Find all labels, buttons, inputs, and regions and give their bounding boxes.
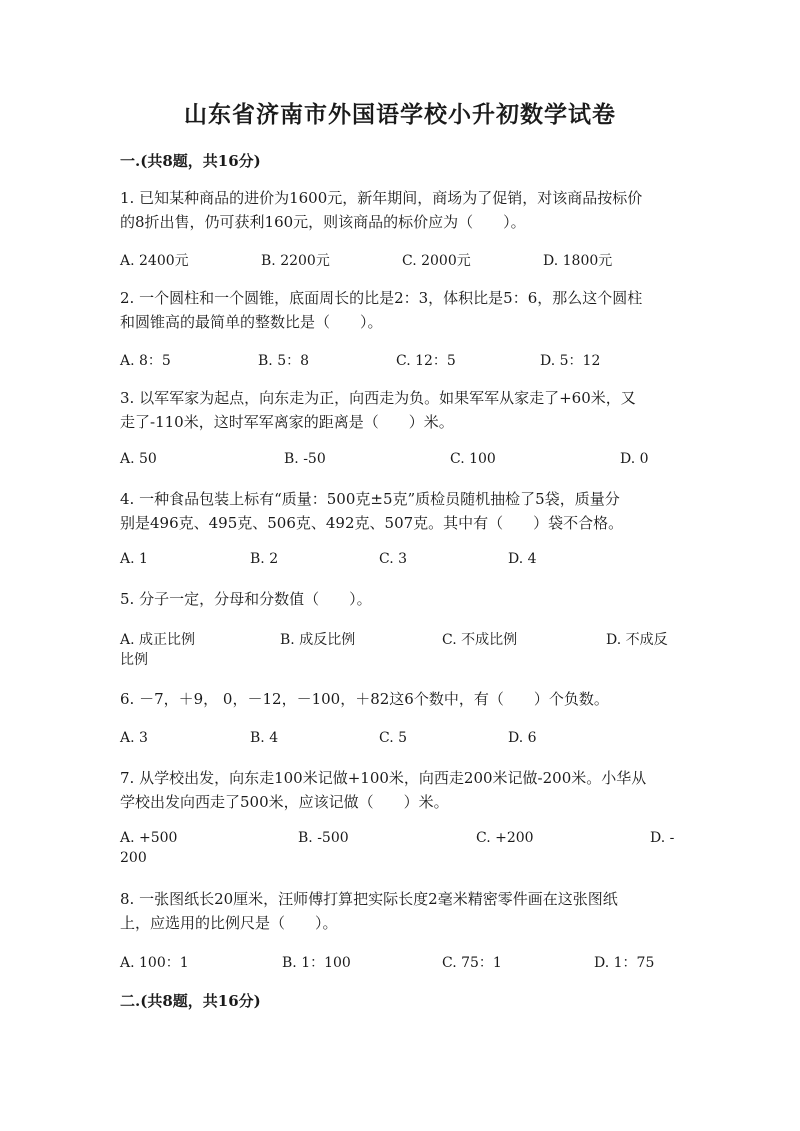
option-d-continued: 比例 bbox=[120, 652, 148, 668]
option-d: D. 6 bbox=[508, 730, 537, 746]
option-b: B. 5：8 bbox=[258, 353, 310, 369]
question-7 bbox=[120, 766, 690, 814]
option-b: B. 成反比例 bbox=[280, 632, 356, 648]
question-8-line-2: 上，应选用的比例尺是（ ）。 bbox=[120, 914, 338, 932]
question-3-line-2: 走了-110米，这时军军离家的距离是（ ）米。 bbox=[120, 413, 454, 431]
question-7-line-2: 学校出发向西走了500米，应该记做（ ）米。 bbox=[120, 793, 449, 811]
question-4 bbox=[120, 487, 690, 535]
option-d: D. 1800元 bbox=[543, 253, 613, 269]
option-a: A. 成正比例 bbox=[120, 632, 196, 648]
option-b: B. -50 bbox=[284, 451, 326, 467]
question-2-line-2: 和圆锥高的最简单的整数比是（ ）。 bbox=[120, 313, 383, 331]
question-2 bbox=[120, 286, 690, 334]
option-d: D. 不成反 bbox=[606, 632, 668, 648]
option-b: B. 4 bbox=[250, 730, 279, 746]
option-a: A. 1 bbox=[120, 551, 148, 567]
option-d: D. 4 bbox=[508, 551, 537, 567]
option-a: A. 50 bbox=[120, 451, 157, 467]
option-a: A. 8：5 bbox=[120, 353, 171, 369]
option-c: C. +200 bbox=[476, 830, 534, 846]
option-c: C. 2000元 bbox=[402, 253, 471, 269]
option-b: B. 2200元 bbox=[261, 253, 330, 269]
option-b: B. -500 bbox=[298, 830, 349, 846]
question-1-line-2: 的8折出售，仍可获利160元，则该商品的标价应为（ ）。 bbox=[120, 213, 526, 231]
question-8-line-1: 8. 一张图纸长20厘米，汪师傅打算把实际长度2毫米精密零件画在这张图纸 bbox=[120, 890, 618, 908]
question-3 bbox=[120, 386, 690, 434]
section-heading-2: 二.(共8题，共16分) bbox=[120, 992, 261, 1010]
question-4-line-2: 别是496克、495克、506克、492克、507克。其中有（ ）袋不合格。 bbox=[120, 514, 624, 532]
question-1 bbox=[120, 186, 690, 234]
option-c: C. 5 bbox=[379, 730, 408, 746]
question-5-options bbox=[120, 629, 680, 673]
option-c: C. 12：5 bbox=[396, 353, 456, 369]
option-b: B. 1：100 bbox=[282, 955, 351, 971]
question-4-line-1: 4. 一种食品包装上标有“质量：500克±5克”质检员随机抽检了5袋，质量分 bbox=[120, 490, 620, 508]
option-a: A. 3 bbox=[120, 730, 148, 746]
option-c: C. 3 bbox=[379, 551, 408, 567]
section-heading-1: 一.(共8题，共16分) bbox=[120, 152, 261, 170]
question-7-options bbox=[120, 830, 680, 874]
option-a: A. 100：1 bbox=[120, 955, 189, 971]
question-6 bbox=[120, 687, 690, 711]
option-a: A. +500 bbox=[120, 830, 178, 846]
option-d-continued: 200 bbox=[120, 850, 147, 866]
option-d: D. 0 bbox=[620, 451, 649, 467]
option-d: D. - bbox=[650, 830, 675, 846]
question-3-line-1: 3. 以军军家为起点，向东走为正，向西走为负。如果军军从家走了+60米，又 bbox=[120, 389, 636, 407]
option-b: B. 2 bbox=[250, 551, 279, 567]
option-d: D. 1：75 bbox=[594, 955, 655, 971]
question-5 bbox=[120, 587, 690, 611]
option-c: C. 不成比例 bbox=[442, 632, 518, 648]
option-c: C. 100 bbox=[450, 451, 496, 467]
question-1-line-1: 1. 已知某种商品的进价为1600元，新年期间，商场为了促销，对该商品按标价 bbox=[120, 189, 643, 207]
page-title: 山东省济南市外国语学校小升初数学试卷 bbox=[184, 101, 616, 128]
question-5-line-1: 5. 分子一定，分母和分数值（ ）。 bbox=[120, 590, 372, 608]
question-2-line-1: 2. 一个圆柱和一个圆锥，底面周长的比是2：3，体积比是5：6，那么这个圆柱 bbox=[120, 289, 643, 307]
question-7-line-1: 7. 从学校出发，向东走100米记做+100米，向西走200米记做-200米。小华从 bbox=[120, 769, 647, 787]
option-a: A. 2400元 bbox=[120, 253, 189, 269]
option-c: C. 75：1 bbox=[442, 955, 502, 971]
question-6-line-1: 6. －7，＋9， 0，－12，－100，＋82这6个数中，有（ ）个负数。 bbox=[120, 690, 609, 708]
question-8 bbox=[120, 887, 690, 935]
option-d: D. 5：12 bbox=[540, 353, 601, 369]
